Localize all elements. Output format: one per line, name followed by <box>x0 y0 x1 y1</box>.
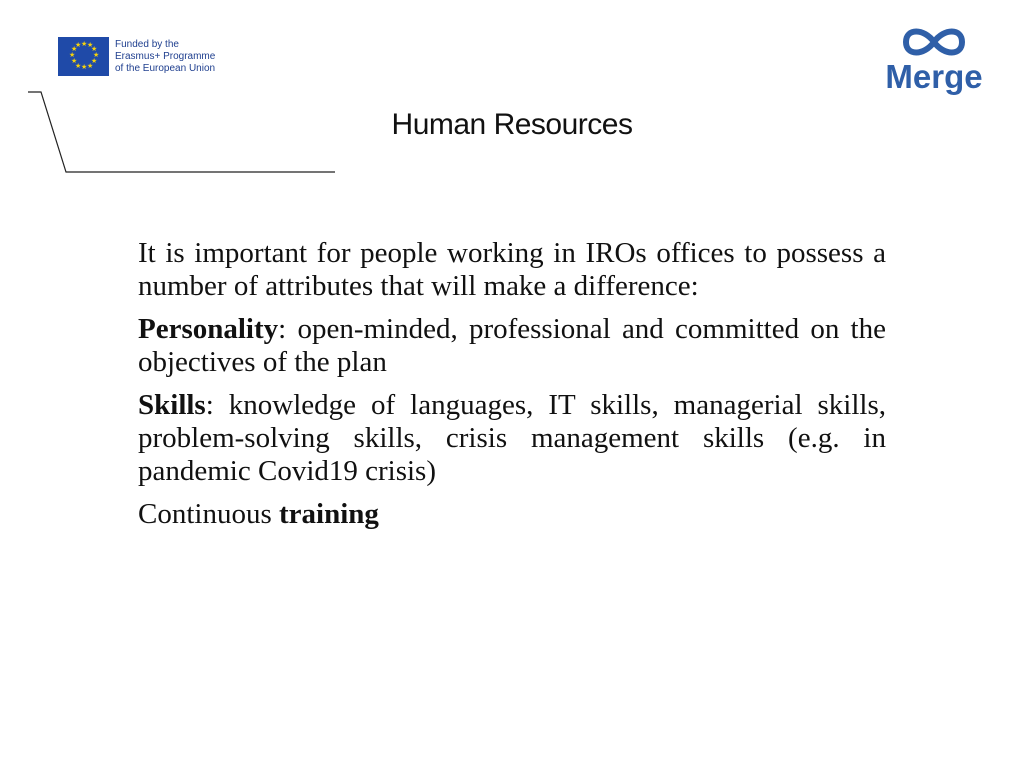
training-prefix: Continuous <box>138 498 279 530</box>
personality-label: Personality <box>138 313 279 345</box>
eu-text-line: Funded by the <box>115 38 179 50</box>
skills-paragraph <box>138 389 886 488</box>
eu-flag-icon: ★ ★ ★ ★ ★ ★ ★ ★ ★ ★ ★ ★ <box>58 37 109 76</box>
training-label: training <box>279 498 379 530</box>
skills-text: : knowledge of languages, IT skills, managerial skills, problem-solving skills, crisis management skills (e.g. in pandemic Covid19 crisis) <box>138 389 886 487</box>
eu-text-line: Erasmus+ Programme <box>115 50 216 62</box>
personality-text: : open-minded, professional and committed on the objectives of the plan <box>138 313 886 378</box>
personality-paragraph <box>138 313 886 379</box>
slide-title: Human Resources <box>391 108 633 141</box>
merge-wordmark: Merge <box>885 58 983 95</box>
intro-paragraph: It is important for people working in IROs offices to possess a number of attributes that will make a difference: <box>138 237 886 302</box>
infinity-icon <box>906 32 962 53</box>
training-paragraph <box>138 498 886 531</box>
merge-logo <box>880 22 988 98</box>
decorative-line <box>0 0 340 180</box>
eu-text-line: of the European Union <box>115 62 216 74</box>
slide-body <box>138 237 886 541</box>
skills-label: Skills <box>138 389 206 421</box>
